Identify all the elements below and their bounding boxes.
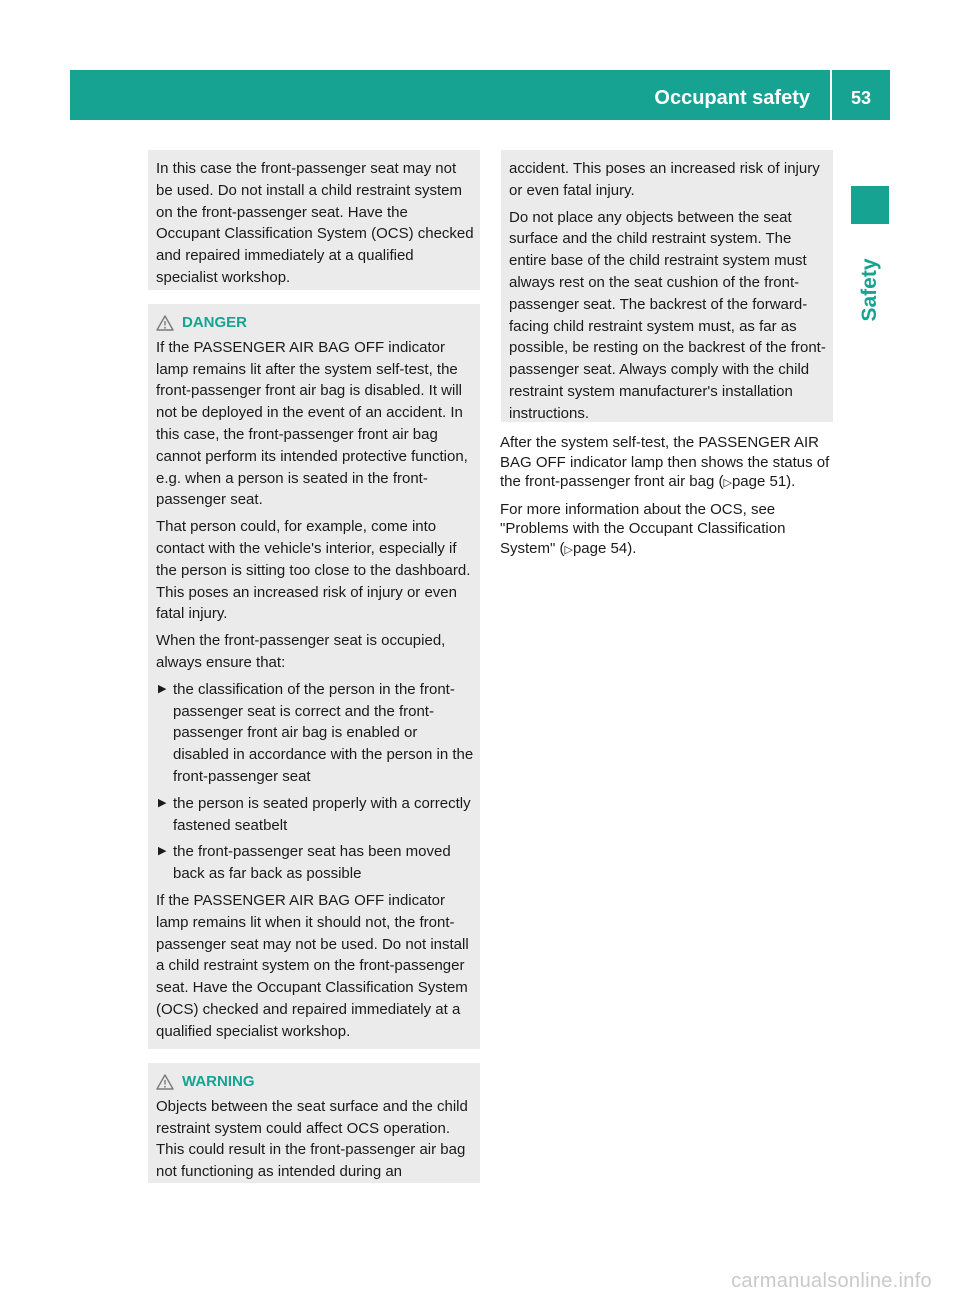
page-ref-link[interactable]: page 51 — [731, 473, 787, 490]
warning-header — [156, 1071, 474, 1093]
danger-heading: DANGER — [182, 314, 248, 331]
section-title: Occupant safety — [654, 87, 810, 109]
danger-paragraph: If the PASSENGER AIR BAG OFF indicator lamp remains lit after the system self-test, the front-passenger front air bag is disabled. It will not be deployed in the event of an accident. In this case, the front-passenger front air bag cannot perform its intended protective function, e.g. when a person is seated in the front-passenger seat. — [156, 338, 468, 509]
list-item: ▶ the front-passenger seat has been moved back as far back as possible — [158, 843, 451, 883]
body-paragraph: For more information about the OCS, see "Problems with the Occupant Classification System" (▷page 54). — [500, 500, 786, 557]
warning-paragraph: Do not place any objects between the seat surface and the child restraint system. The entire base of the child restraint system must always rest on the seat cushion of the front-passenger seat. The backrest of the forward-facing child restraint system must, as far as possible, be resting on the backrest of the front-passenger seat. Always comply with the child restraint system manufacturer's installation instructions. — [509, 208, 826, 422]
danger-paragraph: If the PASSENGER AIR BAG OFF indicator lamp remains lit when it should not, the front-passenger seat may not be used. Do not install a child restraint system on the front-passenger seat. Have the Occupant Classification System (OCS) checked and repaired immediately at a qualified specialist workshop. — [156, 891, 469, 1040]
warning-box — [148, 1063, 480, 1183]
page-ref-arrow-icon: ▷ — [564, 543, 573, 556]
note-box — [148, 150, 480, 290]
page-ref-arrow-icon: ▷ — [723, 477, 732, 489]
page-ref-link[interactable]: page 54 — [572, 539, 628, 557]
page-number: 53 — [850, 88, 872, 108]
header-bar — [70, 70, 890, 120]
side-tab-label: Safety — [858, 258, 881, 322]
watermark: carmanualsonline.info — [731, 1270, 932, 1292]
warning-triangle-icon — [156, 315, 174, 331]
side-tab-marker — [851, 186, 889, 224]
bullet-arrow-icon: ▶ — [158, 796, 167, 809]
danger-header — [156, 312, 474, 334]
body-text — [500, 433, 835, 566]
note-text: In this case the front-passenger seat may not be used. Do not install a child restraint system on the front-passenger seat. Have the Occupant Classification System (OCS) checked and repaired immediately at a qualified specialist workshop. — [156, 160, 474, 286]
bullet-arrow-icon: ▶ — [158, 845, 167, 858]
danger-paragraph: When the front-passenger seat is occupied, always ensure that: — [156, 632, 446, 671]
warning-paragraph: Objects between the seat surface and the child restraint system could affect OCS operation. This could result in the front-passenger air bag not functioning as intended during an — [156, 1097, 468, 1181]
warning-box-continued — [501, 150, 833, 422]
warning-paragraph: accident. This poses an increased risk of injury or even fatal injury. — [509, 160, 820, 199]
list-item: ▶ the classification of the person in the front-passenger seat is correct and the front-passenger front air bag is enabled or disabled in accordance with the person in the front-passenger seat — [158, 680, 474, 785]
danger-paragraph: That person could, for example, come into contact with the vehicle's interior, especially if the person is sitting too close to the dashboard. This poses an increased risk of injury or even fatal injury. — [156, 518, 471, 623]
warning-heading: WARNING — [182, 1073, 255, 1090]
danger-box — [148, 304, 480, 1049]
danger-bullet-list — [156, 679, 474, 885]
list-item: ▶ the person is seated properly with a correctly fastened seatbelt — [158, 794, 471, 834]
warning-triangle-icon — [156, 1074, 174, 1090]
bullet-arrow-icon: ▶ — [158, 682, 167, 695]
body-paragraph: After the system self-test, the PASSENGER AIR BAG OFF indicator lamp then shows the status of the front-passenger front air bag (▷page 51). — [500, 434, 830, 490]
